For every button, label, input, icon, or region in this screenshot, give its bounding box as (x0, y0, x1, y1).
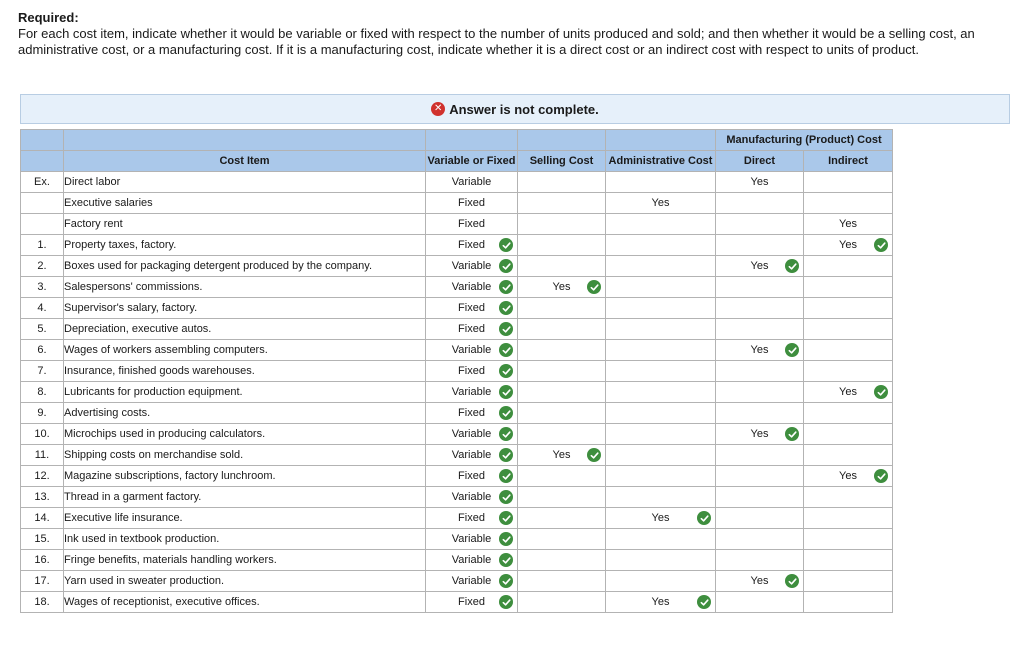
check-icon (785, 259, 799, 273)
row-number: 13. (21, 487, 64, 508)
variable-fixed-cell[interactable] (426, 235, 518, 256)
check-icon (785, 427, 799, 441)
administrative-cell[interactable] (606, 235, 716, 256)
direct-cell[interactable] (716, 361, 804, 382)
direct-cell (716, 172, 804, 193)
row-number: 11. (21, 445, 64, 466)
check-icon (499, 553, 513, 567)
cost-item: Property taxes, factory. (64, 235, 426, 256)
administrative-cell (606, 193, 716, 214)
administrative-cell-value: Yes (651, 512, 670, 524)
table-row (21, 571, 893, 592)
variable-fixed-cell-value: Variable (451, 344, 492, 356)
indirect-cell[interactable] (804, 256, 893, 277)
selling-cell[interactable] (518, 277, 606, 298)
row-number: 16. (21, 550, 64, 571)
indirect-cell[interactable] (804, 298, 893, 319)
table-row (21, 424, 893, 445)
administrative-cell[interactable] (606, 550, 716, 571)
row-number: 12. (21, 466, 64, 487)
table-row (21, 361, 893, 382)
indirect-cell-value: Yes (839, 386, 857, 398)
table-row (21, 193, 893, 214)
variable-fixed-cell-value: Variable (451, 281, 492, 293)
administrative-cell[interactable] (606, 445, 716, 466)
selling-cell[interactable] (518, 403, 606, 424)
variable-fixed-cell-value: Variable (451, 176, 492, 188)
variable-fixed-cell-value: Fixed (458, 197, 485, 209)
row-number: 15. (21, 529, 64, 550)
variable-fixed-cell[interactable] (426, 424, 518, 445)
administrative-cell[interactable] (606, 487, 716, 508)
required-text: For each cost item, indicate whether it would be variable or fixed with respect to the number of units produced and sold; and then whether it would be a selling cost, an administrative cost, or a manufacturing cost. If it is a manufacturing cost, indicate whether it is a direct cost or an indirect cost with respect to units of product. (18, 26, 975, 57)
selling-cell[interactable] (518, 592, 606, 613)
indirect-cell[interactable] (804, 361, 893, 382)
administrative-cell-value: Yes (651, 596, 670, 608)
indirect-cell[interactable] (804, 424, 893, 445)
variable-fixed-cell (426, 172, 518, 193)
indirect-cell[interactable] (804, 487, 893, 508)
direct-cell (716, 214, 804, 235)
row-number (21, 214, 64, 235)
row-number: 6. (21, 340, 64, 361)
row-number: 2. (21, 256, 64, 277)
variable-fixed-cell-value: Variable (451, 428, 492, 440)
cost-item: Insurance, finished goods warehouses. (64, 361, 426, 382)
direct-cell[interactable] (716, 256, 804, 277)
variable-fixed-cell[interactable] (426, 256, 518, 277)
row-number: Ex. (21, 172, 64, 193)
header-blank (64, 130, 426, 151)
direct-cell[interactable] (716, 550, 804, 571)
variable-fixed-cell[interactable] (426, 487, 518, 508)
check-icon (697, 595, 711, 609)
cost-item: Depreciation, executive autos. (64, 319, 426, 340)
check-icon (499, 532, 513, 546)
indirect-cell[interactable] (804, 571, 893, 592)
header-manufacturing: Manufacturing (Product) Cost (716, 130, 893, 151)
cost-item: Fringe benefits, materials handling workers. (64, 550, 426, 571)
administrative-cell[interactable] (606, 592, 716, 613)
direct-cell (716, 193, 804, 214)
selling-cell[interactable] (518, 529, 606, 550)
selling-cell[interactable] (518, 256, 606, 277)
direct-cell[interactable] (716, 529, 804, 550)
variable-fixed-cell[interactable] (426, 277, 518, 298)
selling-cell[interactable] (518, 487, 606, 508)
direct-cell-value: Yes (750, 176, 769, 188)
indirect-cell[interactable] (804, 445, 893, 466)
variable-fixed-cell[interactable] (426, 445, 518, 466)
administrative-cell (606, 172, 716, 193)
indirect-cell[interactable] (804, 277, 893, 298)
selling-cell[interactable] (518, 340, 606, 361)
indirect-cell (804, 214, 893, 235)
indirect-cell-value: Yes (839, 239, 857, 251)
check-icon (499, 595, 513, 609)
direct-cell[interactable] (716, 319, 804, 340)
cost-item: Boxes used for packaging detergent produced by the company. (64, 256, 426, 277)
direct-cell-value: Yes (750, 575, 769, 587)
direct-cell[interactable] (716, 403, 804, 424)
selling-cell[interactable] (518, 298, 606, 319)
indirect-cell (804, 193, 893, 214)
variable-fixed-cell-value: Fixed (458, 302, 485, 314)
cost-item: Executive life insurance. (64, 508, 426, 529)
variable-fixed-cell-value: Variable (451, 449, 492, 461)
administrative-cell[interactable] (606, 361, 716, 382)
variable-fixed-cell-value: Fixed (458, 365, 485, 377)
indirect-cell[interactable] (804, 466, 893, 487)
variable-fixed-cell[interactable] (426, 529, 518, 550)
check-icon (499, 280, 513, 294)
direct-cell[interactable] (716, 466, 804, 487)
cost-item: Supervisor's salary, factory. (64, 298, 426, 319)
check-icon (785, 343, 799, 357)
cost-item: Wages of receptionist, executive offices. (64, 592, 426, 613)
check-icon (499, 427, 513, 441)
cost-item: Microchips used in producing calculators. (64, 424, 426, 445)
administrative-cell[interactable] (606, 466, 716, 487)
table-row (21, 298, 893, 319)
cost-item: Thread in a garment factory. (64, 487, 426, 508)
table-row (21, 592, 893, 613)
indirect-cell[interactable] (804, 529, 893, 550)
table-row (21, 403, 893, 424)
cost-item: Magazine subscriptions, factory lunchroom. (64, 466, 426, 487)
variable-fixed-cell-value: Variable (451, 533, 492, 545)
table-row (21, 466, 893, 487)
table-row (21, 550, 893, 571)
header-direct: Direct (716, 151, 804, 172)
administrative-cell[interactable] (606, 319, 716, 340)
cost-item: Yarn used in sweater production. (64, 571, 426, 592)
cost-item: Ink used in textbook production. (64, 529, 426, 550)
table-row (21, 214, 893, 235)
row-number: 9. (21, 403, 64, 424)
variable-fixed-cell (426, 193, 518, 214)
header-variable-fixed: Variable or Fixed (426, 151, 518, 172)
selling-cell[interactable] (518, 382, 606, 403)
administrative-cell[interactable] (606, 529, 716, 550)
direct-cell-value: Yes (750, 344, 769, 356)
check-icon (785, 574, 799, 588)
direct-cell[interactable] (716, 592, 804, 613)
cost-item: Direct labor (64, 172, 426, 193)
check-icon (499, 343, 513, 357)
administrative-cell[interactable] (606, 508, 716, 529)
variable-fixed-cell-value: Fixed (458, 239, 485, 251)
variable-fixed-cell (426, 214, 518, 235)
selling-cell (518, 214, 606, 235)
required-title: Required: (18, 10, 79, 25)
header-blank (426, 130, 518, 151)
check-icon (499, 322, 513, 336)
variable-fixed-cell[interactable] (426, 340, 518, 361)
cost-item: Factory rent (64, 214, 426, 235)
indirect-cell (804, 172, 893, 193)
variable-fixed-cell[interactable] (426, 571, 518, 592)
header-blank (21, 130, 64, 151)
indirect-cell[interactable] (804, 319, 893, 340)
selling-cell-value: Yes (552, 281, 571, 293)
table-row (21, 487, 893, 508)
administrative-cell[interactable] (606, 277, 716, 298)
variable-fixed-cell[interactable] (426, 466, 518, 487)
administrative-cell[interactable] (606, 403, 716, 424)
row-number: 18. (21, 592, 64, 613)
check-icon (587, 448, 601, 462)
variable-fixed-cell-value: Variable (451, 575, 492, 587)
selling-cell[interactable] (518, 571, 606, 592)
error-x-icon: ✕ (431, 102, 445, 116)
header-selling: Selling Cost (518, 151, 606, 172)
variable-fixed-cell[interactable] (426, 508, 518, 529)
row-number: 7. (21, 361, 64, 382)
check-icon (874, 469, 888, 483)
administrative-cell[interactable] (606, 382, 716, 403)
header-administrative: Administrative Cost (606, 151, 716, 172)
check-icon (499, 448, 513, 462)
table-row (21, 340, 893, 361)
administrative-cell[interactable] (606, 424, 716, 445)
direct-cell[interactable] (716, 235, 804, 256)
variable-fixed-cell-value: Fixed (458, 407, 485, 419)
check-icon (499, 385, 513, 399)
cost-item: Salespersons' commissions. (64, 277, 426, 298)
administrative-cell[interactable] (606, 571, 716, 592)
table-row (21, 235, 893, 256)
variable-fixed-cell[interactable] (426, 382, 518, 403)
variable-fixed-cell[interactable] (426, 592, 518, 613)
check-icon (499, 364, 513, 378)
row-number: 4. (21, 298, 64, 319)
table-body (21, 172, 893, 613)
row-number: 10. (21, 424, 64, 445)
selling-cell (518, 193, 606, 214)
instructions (18, 10, 978, 58)
selling-cell[interactable] (518, 445, 606, 466)
table-row (21, 256, 893, 277)
header-indirect: Indirect (804, 151, 893, 172)
selling-cell-value: Yes (552, 449, 571, 461)
row-number: 14. (21, 508, 64, 529)
indirect-cell[interactable] (804, 403, 893, 424)
selling-cell[interactable] (518, 361, 606, 382)
cost-item: Wages of workers assembling computers. (64, 340, 426, 361)
direct-cell[interactable] (716, 424, 804, 445)
indirect-cell[interactable] (804, 550, 893, 571)
indirect-cell[interactable] (804, 340, 893, 361)
table-row (21, 382, 893, 403)
selling-cell[interactable] (518, 424, 606, 445)
table-row (21, 445, 893, 466)
variable-fixed-cell-value: Variable (451, 260, 492, 272)
variable-fixed-cell-value: Fixed (458, 512, 485, 524)
direct-cell[interactable] (716, 277, 804, 298)
selling-cell[interactable] (518, 466, 606, 487)
row-number: 8. (21, 382, 64, 403)
check-icon (874, 385, 888, 399)
selling-cell[interactable] (518, 550, 606, 571)
check-icon (499, 574, 513, 588)
direct-cell-value: Yes (750, 260, 769, 272)
row-number: 1. (21, 235, 64, 256)
variable-fixed-cell-value: Variable (451, 554, 492, 566)
direct-cell[interactable] (716, 508, 804, 529)
header-blank (518, 130, 606, 151)
variable-fixed-cell[interactable] (426, 319, 518, 340)
check-icon (874, 238, 888, 252)
table-row (21, 508, 893, 529)
header-cost-item: Cost Item (64, 151, 426, 172)
check-icon (499, 406, 513, 420)
cost-item: Shipping costs on merchandise sold. (64, 445, 426, 466)
variable-fixed-cell-value: Variable (451, 491, 492, 503)
variable-fixed-cell[interactable] (426, 403, 518, 424)
administrative-cell[interactable] (606, 256, 716, 277)
check-icon (499, 490, 513, 504)
variable-fixed-cell[interactable] (426, 298, 518, 319)
administrative-cell (606, 214, 716, 235)
indirect-cell[interactable] (804, 235, 893, 256)
cost-item: Executive salaries (64, 193, 426, 214)
variable-fixed-cell-value: Fixed (458, 596, 485, 608)
indirect-cell[interactable] (804, 592, 893, 613)
direct-cell[interactable] (716, 487, 804, 508)
table-row (21, 529, 893, 550)
variable-fixed-cell[interactable] (426, 361, 518, 382)
check-icon (499, 469, 513, 483)
variable-fixed-cell-value: Variable (451, 386, 492, 398)
selling-cell (518, 172, 606, 193)
check-icon (697, 511, 711, 525)
administrative-cell[interactable] (606, 340, 716, 361)
indirect-cell[interactable] (804, 508, 893, 529)
table-row (21, 277, 893, 298)
administrative-cell[interactable] (606, 298, 716, 319)
header-blank (606, 130, 716, 151)
status-banner (20, 94, 1010, 124)
cost-item: Lubricants for production equipment. (64, 382, 426, 403)
direct-cell[interactable] (716, 340, 804, 361)
row-number: 5. (21, 319, 64, 340)
selling-cell[interactable] (518, 319, 606, 340)
selling-cell[interactable] (518, 508, 606, 529)
variable-fixed-cell-value: Fixed (458, 323, 485, 335)
check-icon (499, 301, 513, 315)
check-icon (499, 511, 513, 525)
administrative-cell-value: Yes (651, 197, 670, 209)
header-blank (21, 151, 64, 172)
row-number: 17. (21, 571, 64, 592)
variable-fixed-cell[interactable] (426, 550, 518, 571)
variable-fixed-cell-value: Fixed (458, 470, 485, 482)
cost-table (20, 129, 893, 613)
status-banner-text: Answer is not complete. (449, 101, 599, 117)
direct-cell-value: Yes (750, 428, 769, 440)
direct-cell[interactable] (716, 298, 804, 319)
row-number (21, 193, 64, 214)
check-icon (499, 238, 513, 252)
row-number: 3. (21, 277, 64, 298)
check-icon (499, 259, 513, 273)
variable-fixed-cell-value: Fixed (458, 218, 485, 230)
indirect-cell-value: Yes (839, 218, 857, 230)
table-row (21, 172, 893, 193)
cost-item: Advertising costs. (64, 403, 426, 424)
direct-cell[interactable] (716, 445, 804, 466)
direct-cell[interactable] (716, 382, 804, 403)
direct-cell[interactable] (716, 571, 804, 592)
selling-cell[interactable] (518, 235, 606, 256)
check-icon (587, 280, 601, 294)
indirect-cell[interactable] (804, 382, 893, 403)
indirect-cell-value: Yes (839, 470, 857, 482)
table-row (21, 319, 893, 340)
